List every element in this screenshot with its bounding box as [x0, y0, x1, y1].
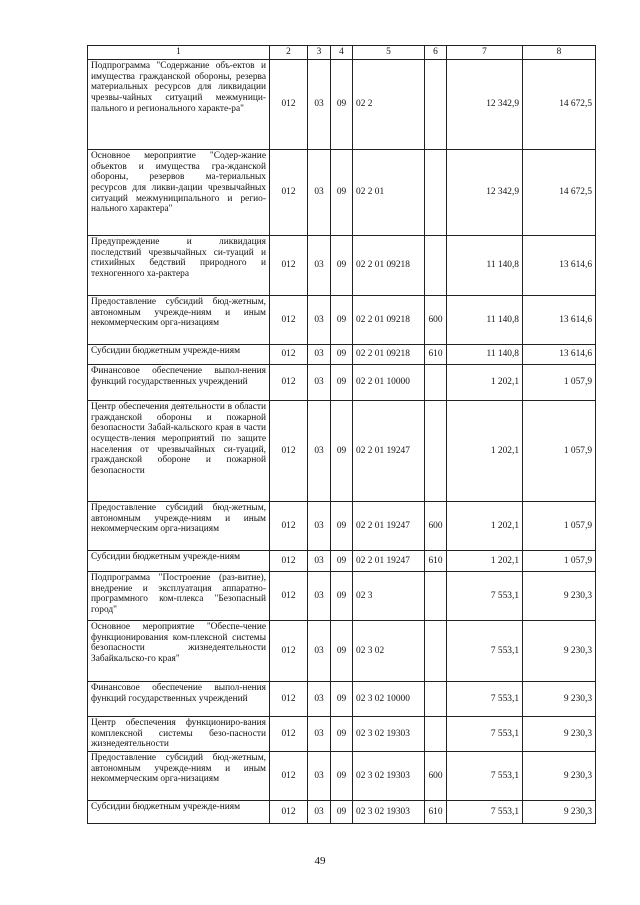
- amount-year2-cell: 9 230,3: [523, 621, 596, 682]
- subsection-code-cell: 09: [331, 717, 353, 752]
- amount-year1-cell: 7 553,1: [447, 801, 523, 824]
- table-row: [88, 236, 596, 296]
- grbs-code-cell: 012: [270, 365, 308, 401]
- section-code-cell: 03: [308, 502, 331, 551]
- amount-year1-cell: 7 553,1: [447, 717, 523, 752]
- amount-year2-cell: 13 614,6: [523, 236, 596, 296]
- expense-type-cell: [425, 682, 447, 717]
- budget-table: [87, 45, 596, 824]
- amount-year2-cell: 9 230,3: [523, 717, 596, 752]
- target-article-cell: 02 2 01 19247: [353, 401, 425, 502]
- expense-type-cell: [425, 572, 447, 621]
- table-row: [88, 621, 596, 682]
- amount-year1-cell: 11 140,8: [447, 236, 523, 296]
- subsection-code-cell: 09: [331, 401, 353, 502]
- amount-year1-cell: 7 553,1: [447, 752, 523, 801]
- header-cell: 2: [270, 46, 308, 60]
- row-name-cell: Основное мероприятие "Содер-жание объектов и имущества гра-жданской обороны, резервов ма-териальных ресурсов для ликви-дации чрезвычайных ситуаций межмуниципального и регио-нального характера": [88, 150, 270, 236]
- row-name-cell: Основное мероприятие "Обеспе-чение функционирования ком-плексной системы безопасности жизнедеятельности Забайкальско-го края": [88, 621, 270, 682]
- row-name-cell: Финансовое обеспечение выпол-нения функций государственных учреждений: [88, 682, 270, 717]
- target-article-cell: 02 2 01 19247: [353, 502, 425, 551]
- table-row: [88, 345, 596, 365]
- amount-year1-cell: 1 202,1: [447, 365, 523, 401]
- subsection-code-cell: 09: [331, 551, 353, 572]
- subsection-code-cell: 09: [331, 621, 353, 682]
- grbs-code-cell: 012: [270, 296, 308, 345]
- amount-year2-cell: 9 230,3: [523, 752, 596, 801]
- subsection-code-cell: 09: [331, 296, 353, 345]
- expense-type-cell: 610: [425, 551, 447, 572]
- target-article-cell: 02 3: [353, 572, 425, 621]
- amount-year2-cell: 9 230,3: [523, 801, 596, 824]
- amount-year2-cell: 14 672,5: [523, 60, 596, 150]
- target-article-cell: 02 2: [353, 60, 425, 150]
- table-row: [88, 752, 596, 801]
- row-name-cell: Центр обеспечения функциониро-вания комплексной системы безо-пасности жизнедеятельности: [88, 717, 270, 752]
- header-cell: 5: [353, 46, 425, 60]
- grbs-code-cell: 012: [270, 345, 308, 365]
- expense-type-cell: [425, 717, 447, 752]
- amount-year1-cell: 12 342,9: [447, 60, 523, 150]
- expense-type-cell: 610: [425, 801, 447, 824]
- target-article-cell: 02 3 02 19303: [353, 801, 425, 824]
- table-body: [88, 60, 596, 824]
- subsection-code-cell: 09: [331, 682, 353, 717]
- table-row: [88, 572, 596, 621]
- table-row: [88, 60, 596, 150]
- row-name-cell: Субсидии бюджетным учрежде-ниям: [88, 551, 270, 572]
- target-article-cell: 02 2 01 09218: [353, 345, 425, 365]
- table-row: [88, 150, 596, 236]
- table-row: [88, 365, 596, 401]
- target-article-cell: 02 2 01: [353, 150, 425, 236]
- section-code-cell: 03: [308, 401, 331, 502]
- table-row: [88, 551, 596, 572]
- amount-year2-cell: 13 614,6: [523, 296, 596, 345]
- table-row: [88, 502, 596, 551]
- amount-year1-cell: 1 202,1: [447, 401, 523, 502]
- amount-year2-cell: 1 057,9: [523, 502, 596, 551]
- expense-type-cell: 600: [425, 502, 447, 551]
- expense-type-cell: [425, 401, 447, 502]
- subsection-code-cell: 09: [331, 502, 353, 551]
- section-code-cell: 03: [308, 752, 331, 801]
- amount-year2-cell: 1 057,9: [523, 365, 596, 401]
- amount-year2-cell: 13 614,6: [523, 345, 596, 365]
- row-name-cell: Предупреждение и ликвидация последствий чрезвычайных си-туаций и стихийных бедствий природного и техногенного ха-рактера: [88, 236, 270, 296]
- header-row: [88, 46, 596, 60]
- amount-year1-cell: 1 202,1: [447, 551, 523, 572]
- section-code-cell: 03: [308, 682, 331, 717]
- expense-type-cell: 610: [425, 345, 447, 365]
- section-code-cell: 03: [308, 345, 331, 365]
- target-article-cell: 02 2 01 09218: [353, 296, 425, 345]
- target-article-cell: 02 2 01 10000: [353, 365, 425, 401]
- header-cell: 8: [523, 46, 596, 60]
- amount-year2-cell: 9 230,3: [523, 572, 596, 621]
- grbs-code-cell: 012: [270, 682, 308, 717]
- grbs-code-cell: 012: [270, 801, 308, 824]
- subsection-code-cell: 09: [331, 572, 353, 621]
- expense-type-cell: 600: [425, 296, 447, 345]
- section-code-cell: 03: [308, 60, 331, 150]
- expense-type-cell: [425, 365, 447, 401]
- subsection-code-cell: 09: [331, 150, 353, 236]
- row-name-cell: Подпрограмма "Содержание объ-ектов и имущества гражданской обороны, резерва материальных ресурсов для ликвидации чрезвы-чайных ситуаций межмуници-пального и регионального характе-ра": [88, 60, 270, 150]
- expense-type-cell: [425, 60, 447, 150]
- grbs-code-cell: 012: [270, 502, 308, 551]
- subsection-code-cell: 09: [331, 60, 353, 150]
- page-number: 49: [314, 855, 326, 867]
- section-code-cell: 03: [308, 801, 331, 824]
- section-code-cell: 03: [308, 572, 331, 621]
- header-cell: 4: [331, 46, 353, 60]
- amount-year2-cell: 1 057,9: [523, 401, 596, 502]
- grbs-code-cell: 012: [270, 236, 308, 296]
- grbs-code-cell: 012: [270, 150, 308, 236]
- expense-type-cell: 600: [425, 752, 447, 801]
- amount-year1-cell: 12 342,9: [447, 150, 523, 236]
- row-name-cell: Предоставление субсидий бюд-жетным, автономным учрежде-ниям и иным некоммерческим орга-низациям: [88, 502, 270, 551]
- amount-year2-cell: 1 057,9: [523, 551, 596, 572]
- header-cell: 7: [447, 46, 523, 60]
- section-code-cell: 03: [308, 296, 331, 345]
- target-article-cell: 02 3 02 19303: [353, 752, 425, 801]
- target-article-cell: 02 2 01 19247: [353, 551, 425, 572]
- subsection-code-cell: 09: [331, 365, 353, 401]
- expense-type-cell: [425, 236, 447, 296]
- row-name-cell: Финансовое обеспечение выпол-нения функций государственных учреждений: [88, 365, 270, 401]
- section-code-cell: 03: [308, 551, 331, 572]
- header-cell: 1: [88, 46, 270, 60]
- amount-year1-cell: 7 553,1: [447, 682, 523, 717]
- row-name-cell: Подпрограмма "Построение (раз-витие), внедрение и эксплуатация аппаратно-программного ком-плекса "Безопасный город": [88, 572, 270, 621]
- table-row: [88, 682, 596, 717]
- section-code-cell: 03: [308, 365, 331, 401]
- subsection-code-cell: 09: [331, 752, 353, 801]
- target-article-cell: 02 3 02 10000: [353, 682, 425, 717]
- grbs-code-cell: 012: [270, 752, 308, 801]
- row-name-cell: Центр обеспечения деятельности в области гражданской обороны и пожарной безопасности Забай-кальского края в части осуществ-ления мероприятий по защите населения от чрезвычайных си-туаций, гражданской обороне и пожарной безопасности: [88, 401, 270, 502]
- table-row: [88, 717, 596, 752]
- section-code-cell: 03: [308, 717, 331, 752]
- amount-year1-cell: 7 553,1: [447, 621, 523, 682]
- table-row: [88, 401, 596, 502]
- subsection-code-cell: 09: [331, 345, 353, 365]
- expense-type-cell: [425, 621, 447, 682]
- table-row: [88, 296, 596, 345]
- table-row: [88, 801, 596, 824]
- row-name-cell: Предоставление субсидий бюд-жетным, автономным учрежде-ниям и иным некоммерческим орга-низациям: [88, 752, 270, 801]
- row-name-cell: Субсидии бюджетным учрежде-ниям: [88, 801, 270, 824]
- amount-year1-cell: 7 553,1: [447, 572, 523, 621]
- target-article-cell: 02 2 01 09218: [353, 236, 425, 296]
- row-name-cell: Субсидии бюджетным учрежде-ниям: [88, 345, 270, 365]
- section-code-cell: 03: [308, 621, 331, 682]
- row-name-cell: Предоставление субсидий бюд-жетным, автономным учрежде-ниям и иным некоммерческим орга-низациям: [88, 296, 270, 345]
- amount-year2-cell: 14 672,5: [523, 150, 596, 236]
- grbs-code-cell: 012: [270, 717, 308, 752]
- subsection-code-cell: 09: [331, 801, 353, 824]
- header-cell: 3: [308, 46, 331, 60]
- target-article-cell: 02 3 02: [353, 621, 425, 682]
- section-code-cell: 03: [308, 236, 331, 296]
- header-cell: 6: [425, 46, 447, 60]
- amount-year2-cell: 9 230,3: [523, 682, 596, 717]
- amount-year1-cell: 11 140,8: [447, 345, 523, 365]
- target-article-cell: 02 3 02 19303: [353, 717, 425, 752]
- grbs-code-cell: 012: [270, 401, 308, 502]
- amount-year1-cell: 11 140,8: [447, 296, 523, 345]
- amount-year1-cell: 1 202,1: [447, 502, 523, 551]
- grbs-code-cell: 012: [270, 621, 308, 682]
- grbs-code-cell: 012: [270, 60, 308, 150]
- section-code-cell: 03: [308, 150, 331, 236]
- expense-type-cell: [425, 150, 447, 236]
- grbs-code-cell: 012: [270, 551, 308, 572]
- grbs-code-cell: 012: [270, 572, 308, 621]
- subsection-code-cell: 09: [331, 236, 353, 296]
